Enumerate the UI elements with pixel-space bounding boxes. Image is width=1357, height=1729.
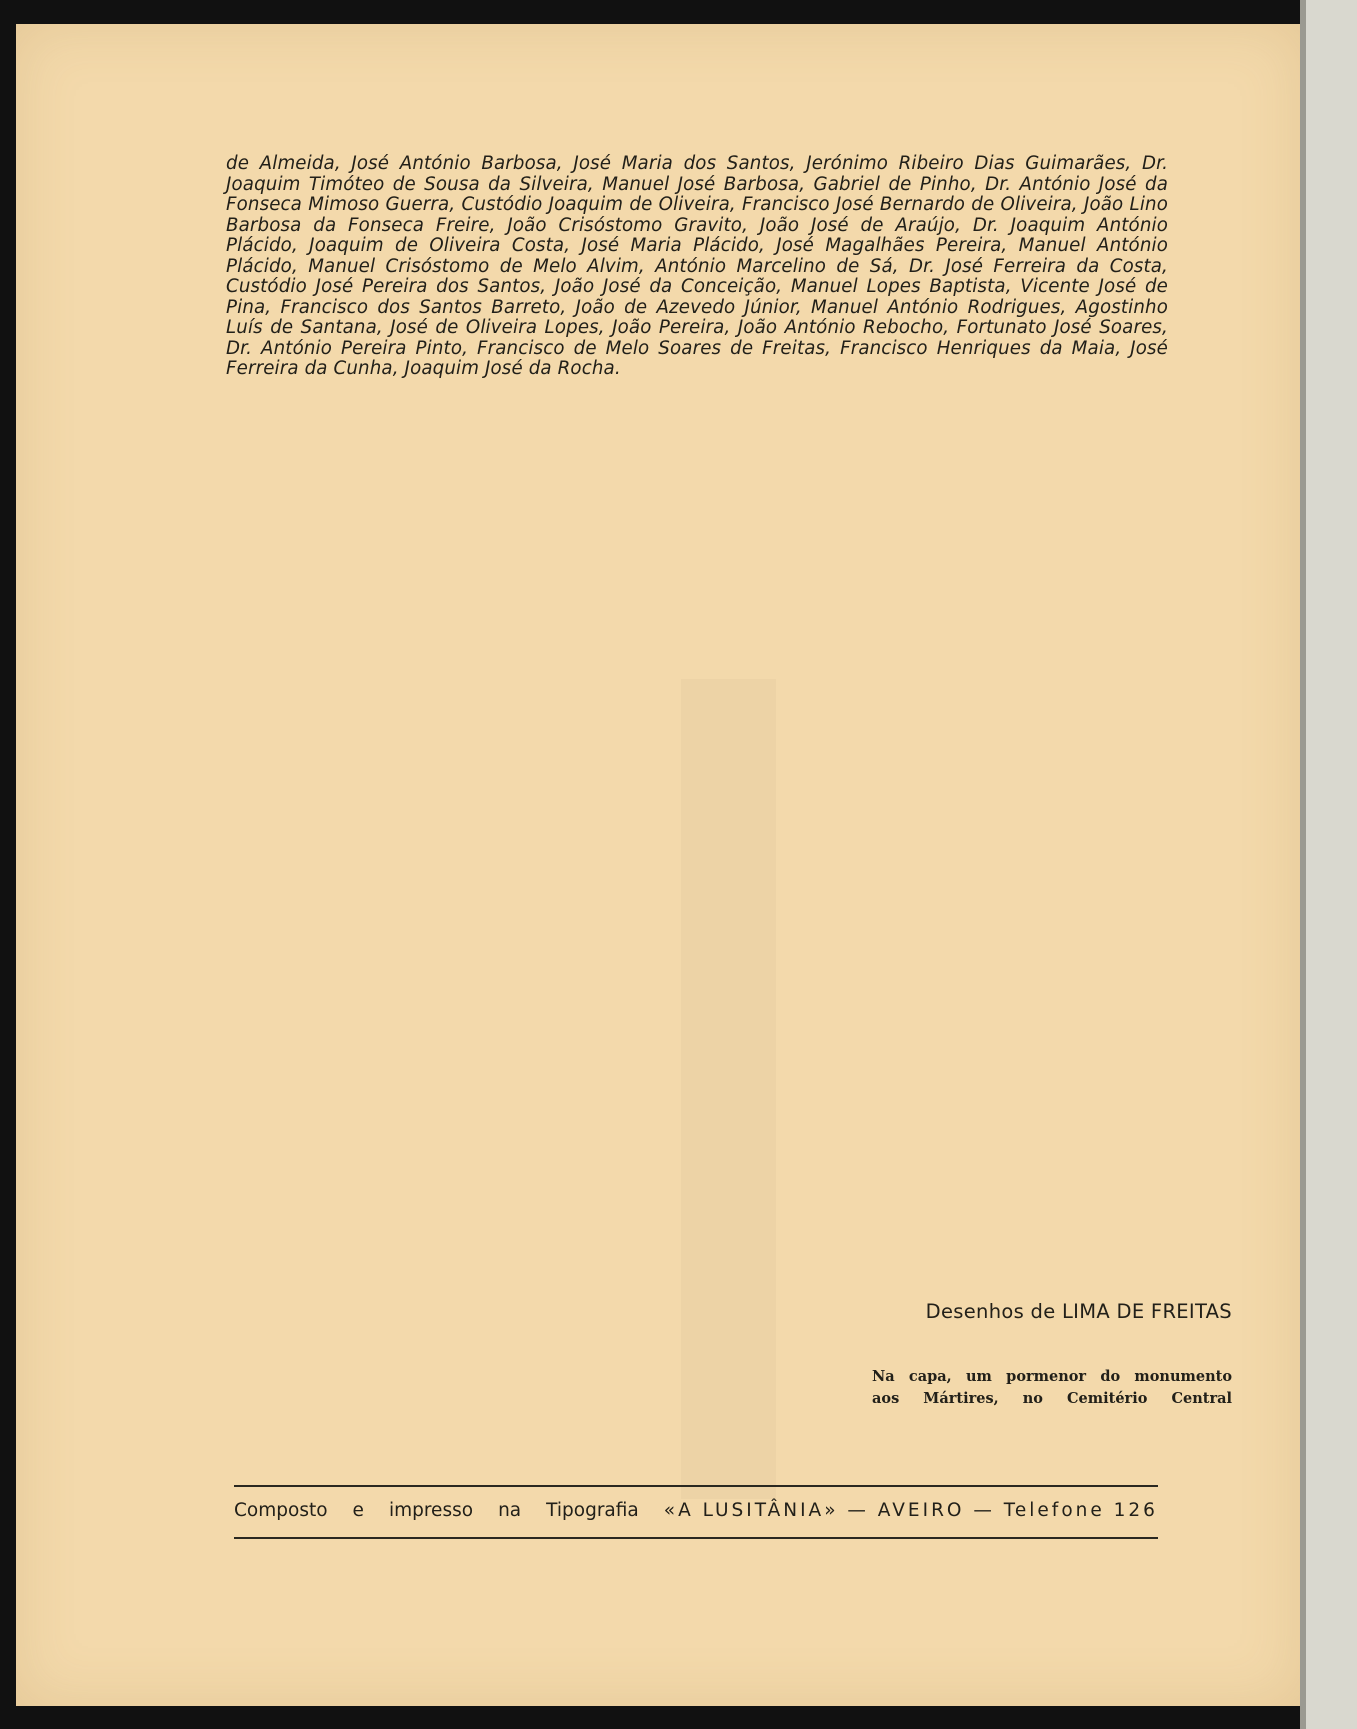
page-edge-shadow [1300, 0, 1306, 1729]
colophon-word: Tipografia [546, 1500, 639, 1521]
colophon-word: impresso [388, 1500, 474, 1521]
colophon-printer: «A LUSITÂNIA» — AVEIRO — Telefone 126 [663, 1500, 1158, 1521]
cover-note-line-1: Na capa, um pormenor do monumento [872, 1368, 1232, 1385]
colophon [234, 1500, 1158, 1521]
colophon-word: e [352, 1500, 364, 1521]
cover-note-line-2: aos Mártires, no Cemitério Central [872, 1390, 1232, 1407]
illustration-credit: Desenhos de LIMA DE FREITAS [925, 1300, 1232, 1323]
backdrop-right [1300, 0, 1357, 1729]
colophon-bottom-rule [234, 1537, 1158, 1539]
colophon-top-rule [234, 1485, 1158, 1487]
colophon-word: na [498, 1500, 522, 1521]
colophon-word: Composto [234, 1500, 328, 1521]
names-paragraph: de Almeida, José António Barbosa, José Maria dos Santos, Jerónimo Ribeiro Dias Guimarães, Dr. Joaquim Timóteo de Sousa da Silveira, Manuel José Barbosa, Gabriel de Pinho, Dr. António José da Fonseca Mimoso Guerra, Custódio Joaquim de Oliveira, Francisco José Bernardo de Oliveira, João Lino Barbosa da Fonseca Freire, João Crisóstomo Gravito, João José de Araújo, Dr. Joaquim António Plácido, Joaquim de Oliveira Costa, José Maria Plácido, José Magalhães Pereira, Manuel António Plácido, Manuel Crisóstomo de Melo Alvim, António Marcelino de Sá, Dr. José Ferreira da Costa, Custódio José Pereira dos Santos, João José da Conceição, Manuel Lopes Baptista, Vicente José de Pina, Francisco dos Santos Barreto, João de Azevedo Júnior, Manuel António Rodrigues, Agostinho Luís de Santana, José de Oliveira Lopes, João Pereira, João António Rebocho, Fortunato José Soares, Dr. António Pereira Pinto, Francisco de Melo Soares de Freitas, Francisco Henriques da Maia, José Ferreira da Cunha, Joaquim José da Rocha. [226, 153, 1168, 379]
cover-note [872, 1366, 1232, 1410]
bleed-through-shadow [681, 679, 776, 1499]
